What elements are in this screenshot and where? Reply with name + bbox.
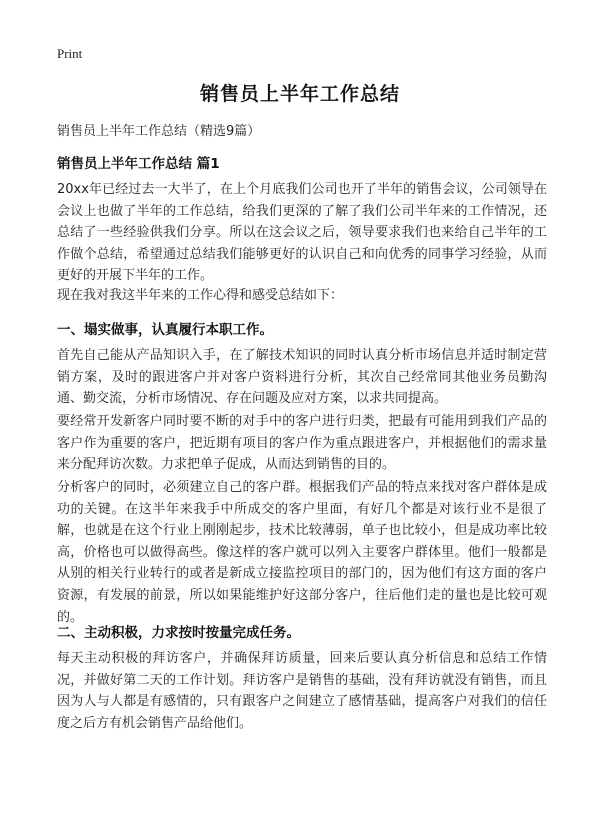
heading-two: 二、主动积极，力求按时按量完成任务。 [57, 625, 300, 641]
paragraph-new-clients: 要经常开发新客户同时要不断的对手中的客户进行归类，把最有可能用到我们产品的客户作为重要的客户，把近期有项目的客户作为重点跟进客户，并根据他们的需求量来分配拜访次数。力求把单子促成，从而达到销售的目的。 [57, 414, 547, 473]
paragraph-client-group: 分析客户的同时，必须建立自己的客户群。根据我们产品的特点来找对客户群体是成功的关键。在这半年来我手中所成交的客户里面，有好几个都是对该行业不是很了解，也就是在这个行业上刚刚起步，技术比较薄弱，单子也比较小，但是成功率比较高，价格也可以做得高些。像这样的客户就可以列入主要客户群体里。他们一般都是从别的相关行业转行的或者是新成立接监控项目的部门的，因为他们有这方面的客户资源，有发展的前景，所以如果能维护好这部分客户，往后他们走的量也是比较可观的。 [57, 480, 547, 625]
document-title: 销售员上半年工作总结 [199, 83, 400, 105]
paragraph-summary-lead: 现在我对我这半年来的工作心得和感受总结如下： [57, 288, 344, 303]
section-title: 销售员上半年工作总结 篇1 [57, 156, 220, 172]
document-subtitle: 销售员上半年工作总结（精选9篇） [57, 124, 261, 139]
paragraph-product-knowledge: 首先自己能从产品知识入手，在了解技术知识的同时认真分析市场信息并适时制定营销方案，及时的跟进客户并对客户资料进行分析，其次自己经常同其他业务员勤沟通、勤交流，分析市场情况、存在问题及应对方案，以求共同提高。 [57, 348, 547, 407]
paragraph-visits: 每天主动积极的拜访客户，并确保拜访质量，回来后要认真分析信息和总结工作情况，并做好第二天的工作计划。拜访客户是销售的基础，没有拜访就没有销售，而且因为人与人都是有感情的，只有跟客户之间建立了感情基础，提高客户对我们的信任度之后方有机会销售产品给他们。 [57, 651, 547, 731]
print-label: Print [57, 46, 83, 61]
heading-one: 一、塌实做事，认真履行本职工作。 [57, 322, 273, 338]
paragraph-intro: 20xx年已经过去一大半了，在上个月底我们公司也开了半年的销售会议，公司领导在会议上也做了半年的工作总结，给我们更深的了解了我们公司半年来的工作情况，还总结了一些经验供我们分享。所以在这会议之后，领导要求我们也来给自己半年的工作做个总结，希望通过总结我们能够更好的认识自己和向优秀的同事学习经验，从而更好的开展下半年的工作。 [57, 182, 547, 284]
